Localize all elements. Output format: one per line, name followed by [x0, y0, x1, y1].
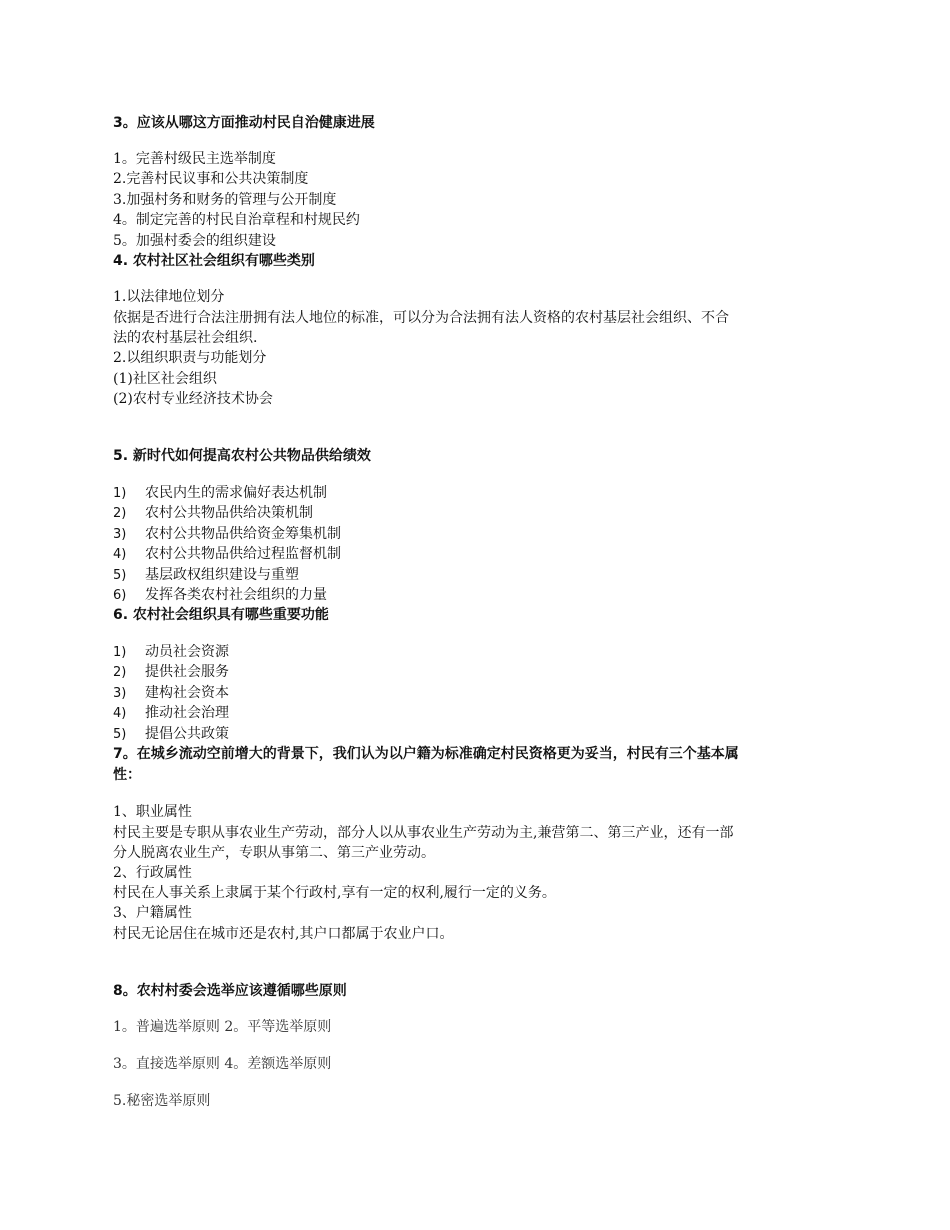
q3-heading: 3。应该从哪这方面推动村民自治健康进展: [113, 115, 375, 131]
q3-item-2: 2.完善村民议事和公共决策制度: [113, 171, 309, 187]
q7-attr1-line2: 分人脱离农业生产，专职从事第二、第三产业劳动。: [113, 845, 435, 861]
list-number: 4): [113, 547, 127, 562]
list-number: 6): [113, 588, 127, 603]
q3-item-4: 4。制定完善的村民自治章程和村规民约: [113, 212, 360, 228]
list-number: 2): [113, 665, 127, 680]
list-text: 动员社会资源: [145, 644, 229, 660]
q8-line3: 5.秘密选举原则: [113, 1093, 211, 1109]
list-number: 3): [113, 686, 127, 701]
q4-sub1: 1.以法律地位划分: [113, 289, 225, 305]
q6-list-item: [113, 703, 229, 724]
q6-heading: 6. 农村社会组织具有哪些重要功能: [113, 607, 329, 623]
q4-heading: 4. 农村社区社会组织有哪些类别: [113, 253, 315, 269]
q4-sub2: 2.以组织职责与功能划分: [113, 350, 267, 366]
q4-desc-line1: 依据是否进行合法注册拥有法人地位的标准，可以分为合法拥有法人资格的农村基层社会组织、不合: [113, 310, 729, 326]
q5-list-item: [113, 503, 313, 524]
list-text: 农村公共物品供给资金筹集机制: [145, 526, 341, 542]
q7-attr3-text: 村民无论居住在城市还是农村,其户口都属于农业户口。: [113, 926, 454, 942]
q7-attr3-title: 3、户籍属性: [113, 905, 192, 921]
q7-attr1-title: 1、职业属性: [113, 804, 192, 820]
list-number: 2): [113, 506, 127, 521]
q4-item-1: (1)社区社会组织: [113, 371, 217, 387]
q4-item-2: (2)农村专业经济技术协会: [113, 391, 273, 407]
q3-item-3: 3.加强村务和财务的管理与公开制度: [113, 192, 337, 208]
list-number: 5): [113, 727, 127, 742]
list-text: 农民内生的需求偏好表达机制: [145, 485, 327, 501]
list-number: 5): [113, 568, 127, 583]
q3-item-5: 5。加强村委会的组织建设: [113, 233, 276, 249]
list-text: 提倡公共政策: [145, 726, 229, 742]
list-text: 发挥各类农村社会组织的力量: [145, 587, 327, 603]
q5-list-item: [113, 544, 341, 565]
q7-attr1-line1: 村民主要是专职从事农业生产劳动，部分人以从事农业生产劳动为主,兼营第二、第三产业，还有一部: [113, 825, 734, 841]
list-number: 1): [113, 645, 127, 660]
q5-list-item: [113, 524, 341, 545]
list-number: 3): [113, 527, 127, 542]
q7-heading-line2: 性：: [113, 767, 141, 783]
q5-heading: 5. 新时代如何提高农村公共物品供给绩效: [113, 448, 371, 464]
list-number: 4): [113, 706, 127, 721]
list-text: 推动社会治理: [145, 705, 229, 721]
q6-list-item: [113, 662, 229, 683]
q5-list-item: [113, 585, 327, 606]
q6-list-item: [113, 642, 229, 663]
q5-list-item: [113, 565, 299, 586]
q7-attr2-text: 村民在人事关系上隶属于某个行政村,享有一定的权利,履行一定的义务。: [113, 885, 556, 901]
q4-desc-line2: 法的农村基层社会组织.: [113, 330, 258, 346]
q5-list-item: [113, 483, 327, 504]
q7-heading-line1: 7。在城乡流动空前增大的背景下，我们认为以户籍为标准确定村民资格更为妥当，村民有三个基本属: [113, 746, 739, 762]
q8-line1: 1。普遍选举原则 2。平等选举原则: [113, 1019, 332, 1035]
list-text: 提供社会服务: [145, 664, 229, 680]
q6-list-item: [113, 683, 229, 704]
q3-item-1: 1。完善村级民主选举制度: [113, 151, 276, 167]
list-number: 1): [113, 486, 127, 501]
q8-line2: 3。直接选举原则 4。差额选举原则: [113, 1056, 332, 1072]
list-text: 基层政权组织建设与重塑: [145, 567, 299, 583]
list-text: 农村公共物品供给过程监督机制: [145, 546, 341, 562]
q8-heading: 8。农村村委会选举应该遵循哪些原则: [113, 983, 347, 999]
q6-list-item: [113, 724, 229, 745]
list-text: 农村公共物品供给决策机制: [145, 505, 313, 521]
list-text: 建构社会资本: [145, 685, 229, 701]
q7-attr2-title: 2、行政属性: [113, 865, 192, 881]
